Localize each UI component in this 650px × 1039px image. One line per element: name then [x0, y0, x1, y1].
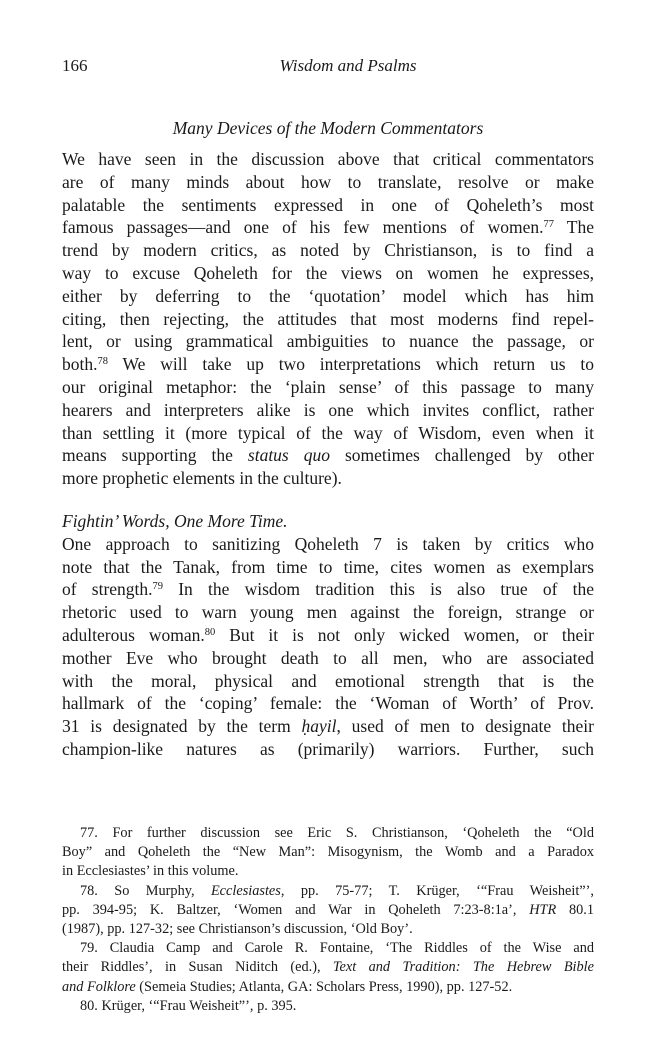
footnote-number: 78.: [80, 882, 98, 899]
italic-title: and Folklore: [62, 978, 136, 995]
text-line: rhetoric used to warn young men against the foreign, strange or: [62, 602, 594, 623]
text-segment: For further discussion see Eric S. Christianson, ‘Qoheleth the “Old: [97, 825, 594, 841]
footnote-line: Boy” and Qoheleth the “New Man”: Misogynism, the Womb and a Paradox: [62, 844, 594, 861]
text-line: [62, 444, 594, 467]
text-segment: pp. 394-95; K. Baltzer, ‘Women and War in Qoheleth 7:23-8:1a’,: [62, 901, 530, 918]
text-segment: both.: [62, 354, 98, 375]
text-segment: means supporting the: [62, 445, 248, 466]
text-segment: (Semeia Studies; Atlanta, GA: Scholars Press, 1990), pp. 127-52.: [135, 978, 513, 995]
text-line: mother Eve who brought death to all men, who are associated: [62, 647, 594, 668]
footnote-number: 79.: [80, 940, 98, 957]
text-segment: We will take up two interpretations which return us to: [108, 354, 594, 375]
footnote-ref-80[interactable]: 80: [204, 627, 216, 639]
text-segment: Krüger, ‘“Frau Weisheit”’, p. 395.: [97, 997, 297, 1014]
footnote-line: in Ecclesiastes’ in this volume.: [62, 863, 239, 880]
text-segment: Claudia Camp and Carole R. Fontaine, ‘The Riddles of the Wise and: [97, 940, 594, 957]
running-head: Wisdom and Psalms: [279, 56, 417, 75]
page-number: 166: [62, 56, 88, 75]
footnotes-section: [62, 824, 594, 1016]
text-line: either by deferring to the ‘quotation’ model which has him: [62, 285, 594, 306]
text-line: hallmark of the ‘coping’ female: the ‘Woman of Worth’ of Prov.: [62, 693, 594, 714]
text-line: more prophetic elements in the culture).: [62, 468, 342, 489]
footnote-78: [62, 882, 594, 940]
footnote-ref-78[interactable]: 78: [97, 356, 108, 368]
text-line: palatable the sentiments expressed in one of Qoheleth’s most: [62, 194, 594, 215]
footnote-ref-79[interactable]: 79: [152, 581, 164, 593]
text-segment: In the wisdom tradition this is also true of the: [163, 579, 594, 600]
text-segment: famous passages—and one of his few mentions of women.: [62, 217, 544, 238]
footnote-line: [62, 978, 594, 997]
footnote-line: [62, 882, 594, 901]
body-paragraph-1: [62, 148, 594, 490]
text-segment: adulterous woman.: [62, 624, 205, 645]
footnote-line: [62, 824, 594, 843]
footnote-line: [62, 901, 594, 920]
italic-term: ḥayil: [301, 716, 337, 737]
text-segment: , pp. 75-77; T. Krüger, ‘“Frau Weisheit”’,: [280, 882, 594, 899]
italic-title: HTR: [529, 901, 557, 918]
text-segment: 80.1: [556, 901, 595, 918]
text-line: hearers and interpreters alike is one which invites conflict, rather: [62, 399, 594, 420]
text-segment: of strength.: [62, 579, 153, 600]
text-line: [62, 624, 594, 647]
text-line: We have seen in the discussion above that critical commentators: [62, 149, 594, 169]
footnote-line: (1987), pp. 127-32; see Christianson’s discussion, ‘Old Boy’.: [62, 921, 413, 938]
footnote-line: [62, 997, 594, 1016]
text-segment: But it is not only wicked women, or their: [215, 624, 595, 645]
text-line: trend by modern critics, as noted by Christianson, is to find a: [62, 240, 594, 261]
text-segment: 31 is designated by the term: [62, 716, 302, 737]
footnote-line: [62, 939, 594, 958]
footnote-number: 80.: [80, 997, 98, 1014]
text-segment: The: [554, 217, 594, 238]
footnote-line: [62, 958, 594, 977]
italic-term: status quo: [247, 445, 330, 466]
text-segment: their Riddles’, in Susan Niditch (ed.),: [62, 959, 333, 976]
page-header: [62, 56, 594, 80]
text-segment: , used of men to designate their: [336, 716, 594, 737]
text-line: than settling it (more typical of the way of Wisdom, even when it: [62, 422, 594, 443]
footnote-79: [62, 939, 594, 997]
text-segment: sometimes challenged by other: [329, 445, 594, 466]
text-line: [62, 216, 594, 239]
footnote-77: [62, 824, 594, 882]
body-paragraph-2: [62, 510, 594, 761]
italic-title: Ecclesiastes: [210, 882, 281, 899]
italic-title: Text and Tradition: The Hebrew Bible: [332, 959, 594, 976]
text-line: [62, 578, 594, 601]
text-line: note that the Tanak, from time to time, cites women as exemplars: [62, 556, 594, 577]
subsection-heading: [62, 510, 594, 533]
section-heading: Many Devices of the Modern Commentators: [172, 118, 484, 138]
subsection-heading-text: Fightin’ Words, One More Time.: [62, 511, 288, 531]
text-segment: So Murphy,: [97, 882, 211, 899]
text-line: champion-like natures as (primarily) warriors. Further, such: [62, 738, 594, 759]
text-line: lent, or using grammatical ambiguities to nuance the passage, or: [62, 331, 594, 352]
footnote-number: 77.: [80, 825, 98, 841]
text-line: citing, then rejecting, the attitudes that most moderns find repel-: [62, 308, 594, 329]
footnote-ref-77[interactable]: 77: [543, 219, 554, 231]
text-line: One approach to sanitizing Qoheleth 7 is taken by critics who: [62, 533, 594, 554]
text-line: our original metaphor: the ‘plain sense’ of this passage to many: [62, 376, 594, 397]
text-line: [62, 715, 594, 738]
text-line: are of many minds about how to translate, resolve or make: [62, 171, 594, 192]
text-line: with the moral, physical and emotional strength that is the: [62, 670, 594, 691]
footnote-80: [62, 997, 594, 1016]
text-line: [62, 353, 594, 376]
text-line: way to excuse Qoheleth for the views on women he expresses,: [62, 262, 594, 283]
